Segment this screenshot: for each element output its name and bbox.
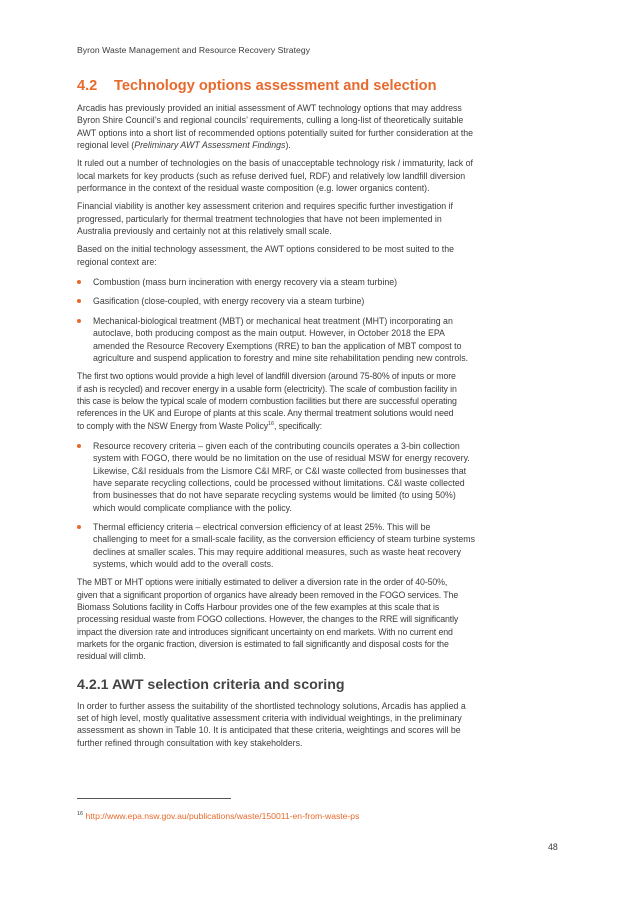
footnote-link[interactable]: http://www.epa.nsw.gov.au/publications/waste/150011-en-from-waste-ps	[85, 811, 360, 821]
footnote-divider	[77, 798, 231, 799]
list-item-text: Thermal efficiency criteria – electrical conversion efficiency of at least 25%. This will be challenging to meet for a small-scale facility, as the conversion efficiency of steam turbine systems declines at smaller scales. This may require additional measures, such as waste heat recovery systems, which would add to the overall costs.	[93, 521, 476, 569]
running-header: Byron Waste Management and Resource Recovery Strategy	[77, 45, 311, 55]
footnote	[77, 811, 359, 821]
bullet-icon	[77, 319, 81, 323]
page-content	[77, 77, 563, 749]
paragraph-intro	[77, 102, 563, 151]
bullet-icon	[77, 525, 81, 529]
bullet-icon	[77, 444, 81, 448]
list-item-text: Resource recovery criteria – given each of the contributing councils operates a 3-bin collection system with FOGO, there would be no limitation on the use of residual MSW for energy recovery. Likewise, C&I residuals from the Lismore C&I MRF, or C&I waste collected from businesses that have separate recycling collections, could be processed without limitations. C&I waste collected from businesses that do not have separate recycling systems would be limited (to using 50%) which would complicate compliance with the policy.	[93, 440, 470, 513]
paragraph-landfill-diversion-end: , specifically:	[273, 420, 323, 431]
paragraph-intro-end: ).	[285, 140, 291, 151]
paragraph-selection-criteria: In order to further assess the suitability of the shortlisted technology solutions, Arcadis has applied a set of high level, mostly qualitative assessment criteria with individual weightings, in the preliminary assessment as shown in Table 10. It is anticipated that these criteria, weightings and scores will be further refined through consultation with key stakeholders.	[77, 700, 466, 748]
paragraph-options-intro: Based on the initial technology assessment, the AWT options considered to be most suited to the regional context are:	[77, 244, 455, 267]
paragraph-intro-text: Arcadis has previously provided an initial assessment of AWT technology options that may address Byron Shire Council’s and regional councils’ requirements, culling a long-list of theoretically suitable AWT options into a short list of recommended options potentially suited for further consideration at the regional level (	[77, 103, 474, 151]
page-number: 48	[548, 842, 558, 852]
section-heading	[77, 77, 563, 96]
paragraph-intro-italic: Preliminary AWT Assessment Findings	[134, 140, 286, 151]
energy-from-waste-criteria-list	[77, 440, 563, 570]
list-item-text: Gasification (close-coupled, with energy recovery via a steam turbine)	[93, 296, 365, 307]
list-item	[77, 276, 563, 288]
list-item	[77, 295, 563, 307]
section-title: Technology options assessment and selection	[114, 78, 437, 94]
bullet-icon	[77, 280, 81, 284]
paragraph-mbt-mht: The MBT or MHT options were initially estimated to deliver a diversion rate in the order of 40-50%, given that a significant proportion of organics have already been removed in the FOGO services. The Biomass Solutions facility in Coffs Harbour provides one of the few examples at this scale that is processing residual waste from FOGO collections. However, the changes to the RRE will significantly impact the diversion rate and introduces significant uncertainty on end markets. With no current end markets for the organic fraction, diversion is estimated to fall significantly and disposal costs for the residual will climb.	[77, 577, 459, 662]
list-item	[77, 315, 563, 364]
paragraph-ruled-out: It ruled out a number of technologies on the basis of unacceptable technology risk / immaturity, lack of local markets for key products (such as refuse derived fuel, RDF) and relatively low landfill diversion performance in the context of the residual waste composition (e.g. lower organics content).	[77, 158, 473, 194]
section-number: 4.2	[77, 78, 98, 94]
footnote-number: 16	[77, 811, 84, 817]
footnote-reference[interactable]: 16	[268, 420, 274, 427]
list-item-text: Mechanical-biological treatment (MBT) or mechanical heat treatment (MHT) incorporating an autoclave, both producing compost as the main output. However, in October 2018 the EPA amended the Resource Recovery Exemptions (RRE) to ban the application of MBT compost to agriculture and suspend application to forestry and mine site rehabilitation pending new controls.	[93, 315, 469, 363]
awt-options-list	[77, 276, 563, 364]
list-item-text: Combustion (mass burn incineration with energy recovery via a steam turbine)	[93, 277, 398, 288]
paragraph-landfill-diversion-text: The first two options would provide a high level of landfill diversion (around 75-80% of inputs or more if ash is recycled) and recover energy in a usable form (electricity). The scale of combustion facility in this case is below the typical scale of modern combustion facilities but there are successful operating references in the UK and Europe of plants at this scale. Any thermal treatment solutions would need to comply with the NSW Energy from Waste Policy	[77, 371, 457, 431]
bullet-icon	[77, 299, 81, 303]
subsection-heading: 4.2.1 AWT selection criteria and scoring	[77, 676, 345, 693]
paragraph-financial: Financial viability is another key assessment criterion and requires specific further investigation if progressed, particularly for thermal treatment technologies that have not been implemented in Australia previously and certainly not at this relatively small scale.	[77, 201, 453, 237]
list-item	[77, 521, 563, 570]
list-item	[77, 440, 563, 514]
paragraph-landfill-diversion	[77, 370, 563, 432]
